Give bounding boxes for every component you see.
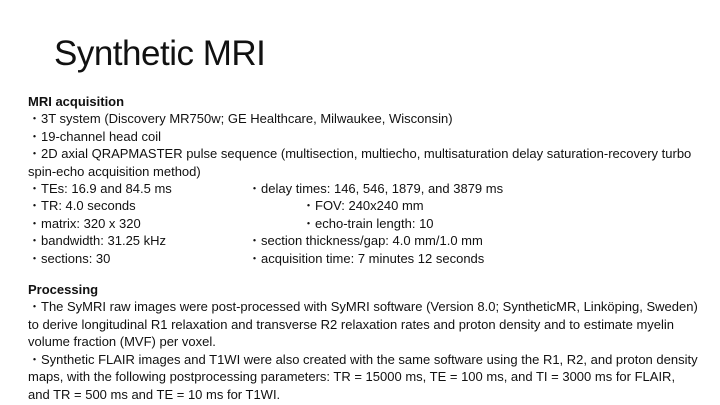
param-row	[28, 232, 698, 249]
processing-heading: Processing	[28, 282, 99, 298]
param-row	[28, 250, 698, 267]
param-bandwidth: ・bandwidth: 31.25 kHz	[28, 233, 167, 249]
param-fov: ・FOV: 240x240 mm	[302, 198, 424, 214]
param-acquisition-time: ・acquisition time: 7 minutes 12 seconds	[248, 250, 485, 266]
section-spacer	[28, 267, 698, 281]
param-delay-times: ・delay times: 146, 546, 1879, and 3879 ms	[248, 181, 504, 197]
processing-bullet-symri: ・The SyMRI raw images were post-processed with SyMRI software (Version 8.0; SyntheticMR, Linköping, Sweden) to derive longitudinal R1 relaxation and transverse R2 relaxation rates and proton density and to estimate myelin volume fraction (MVF) per voxel.	[28, 299, 702, 350]
slide-title: Synthetic MRI	[54, 34, 266, 73]
param-section-thickness: ・section thickness/gap: 4.0 mm/1.0 mm	[248, 233, 483, 249]
param-sections: ・sections: 30	[28, 250, 111, 266]
param-tr: ・TR: 4.0 seconds	[28, 198, 136, 214]
param-echo-train: ・echo-train length: 10	[302, 215, 434, 231]
acquisition-heading: MRI acquisition	[28, 94, 125, 109]
param-row	[28, 180, 698, 197]
slide-body	[28, 93, 702, 403]
processing-bullet-synthetic: ・Synthetic FLAIR images and T1WI were also created with the same software using the R1, R2, and proton density maps, with the following postprocessing parameters: TR = 15000 ms, TE = 100 ms, and TI = 3000 ms for FLAIR, and TR = 500 ms and TE = 10 ms for T1WI.	[28, 351, 702, 402]
acquisition-bullet-coil: ・19-channel head coil	[28, 128, 161, 144]
param-row	[28, 197, 698, 214]
param-matrix: ・matrix: 320 x 320	[28, 215, 141, 231]
param-row	[28, 215, 698, 232]
acquisition-bullet-sequence: ・2D axial QRAPMASTER pulse sequence (multisection, multiecho, multisaturation delay saturation-recovery turbo spin-echo acquisition method)	[28, 146, 695, 179]
acquisition-bullet-system: ・3T system (Discovery MR750w; GE Healthcare, Milwaukee, Wisconsin)	[28, 111, 453, 127]
param-tes: ・TEs: 16.9 and 84.5 ms	[28, 181, 172, 197]
